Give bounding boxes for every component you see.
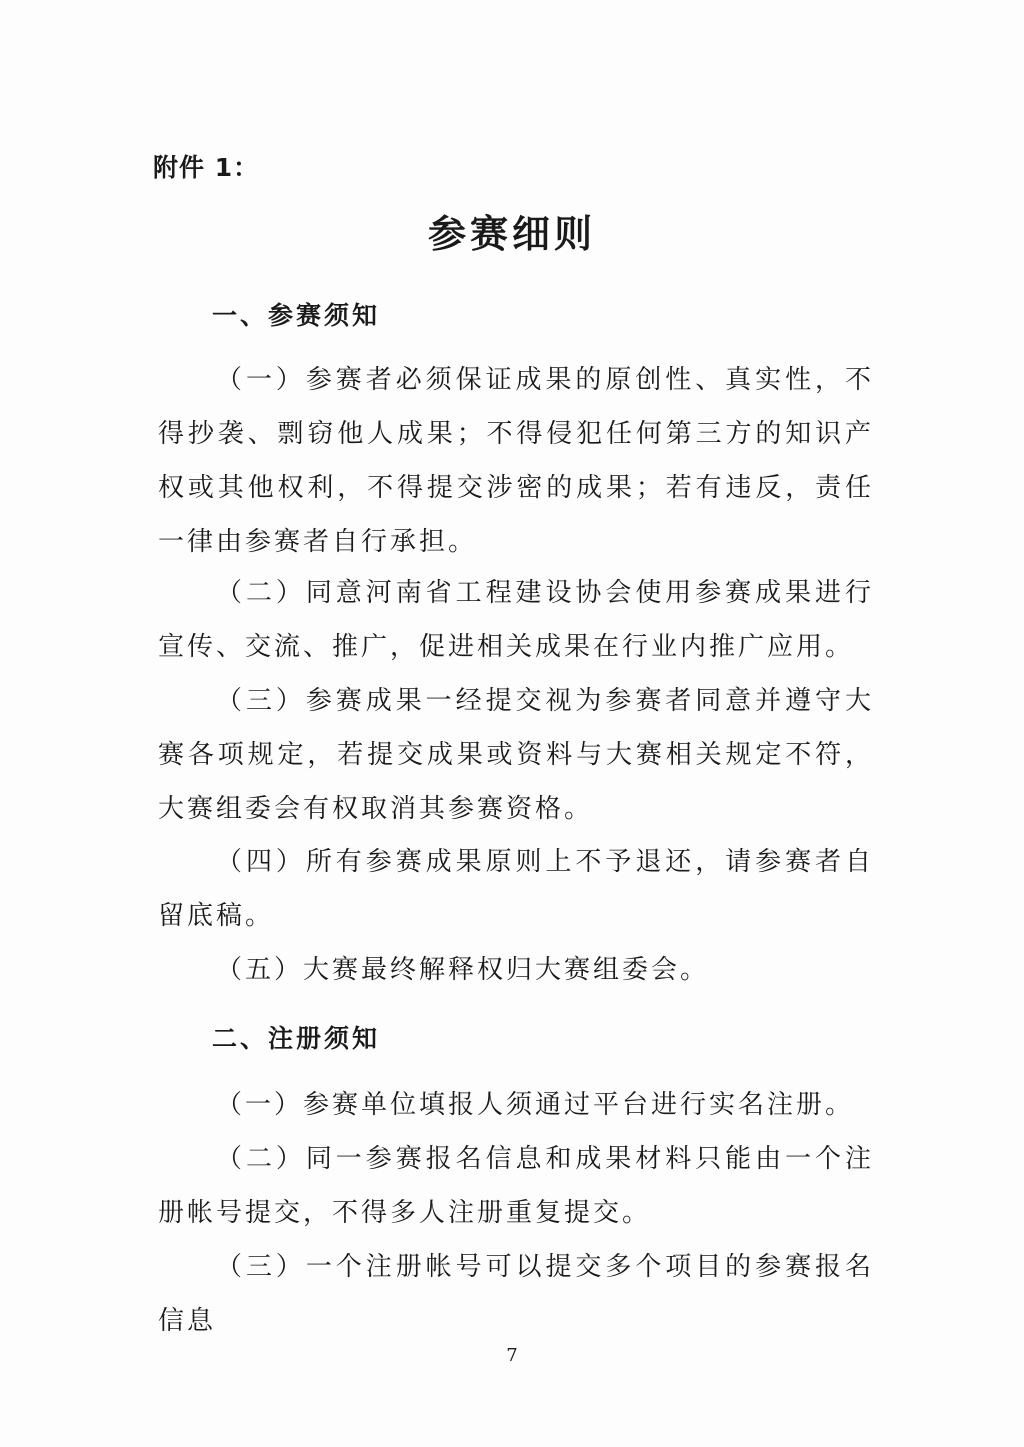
registration-paragraph-1: （一）参赛单位填报人须通过平台进行实名注册。 (216, 1090, 855, 1120)
notice-paragraph-5: （五）大赛最终解释权归大赛组委会。 (216, 955, 710, 985)
registration-paragraph-2: （二）同一参赛报名信息和成果材料只能由一个注册帐号提交，不得多人注册重复提交。 (158, 1144, 874, 1228)
notice-paragraph-2: （二）同意河南省工程建设协会使用参赛成果进行宣传、交流、推广，促进相关成果在行业内推广应用。 (158, 578, 874, 662)
notice-paragraph-4: （四）所有参赛成果原则上不予退还，请参赛者自留底稿。 (158, 847, 874, 931)
page-number: 7 (506, 1345, 518, 1366)
notice-paragraph-3: （三）参赛成果一经提交视为参赛者同意并遵守大赛各项规定，若提交成果或资料与大赛相关规定不符，大赛组委会有权取消其参赛资格。 (158, 686, 874, 824)
section-heading-notice: 一、参赛须知 (212, 301, 381, 330)
document-title: 参赛细则 (427, 212, 596, 256)
registration-paragraph-3: （三）一个注册帐号可以提交多个项目的参赛报名信息 (158, 1252, 874, 1336)
section-heading-registration: 二、注册须知 (212, 1024, 381, 1053)
attachment-label: 附件 1： (153, 153, 260, 182)
notice-paragraph-1: （一）参赛者必须保证成果的原创性、真实性，不得抄袭、剽窃他人成果；不得侵犯任何第三方的知识产权或其他权利，不得提交涉密的成果；若有违反，责任一律由参赛者自行承担。 (158, 365, 874, 557)
